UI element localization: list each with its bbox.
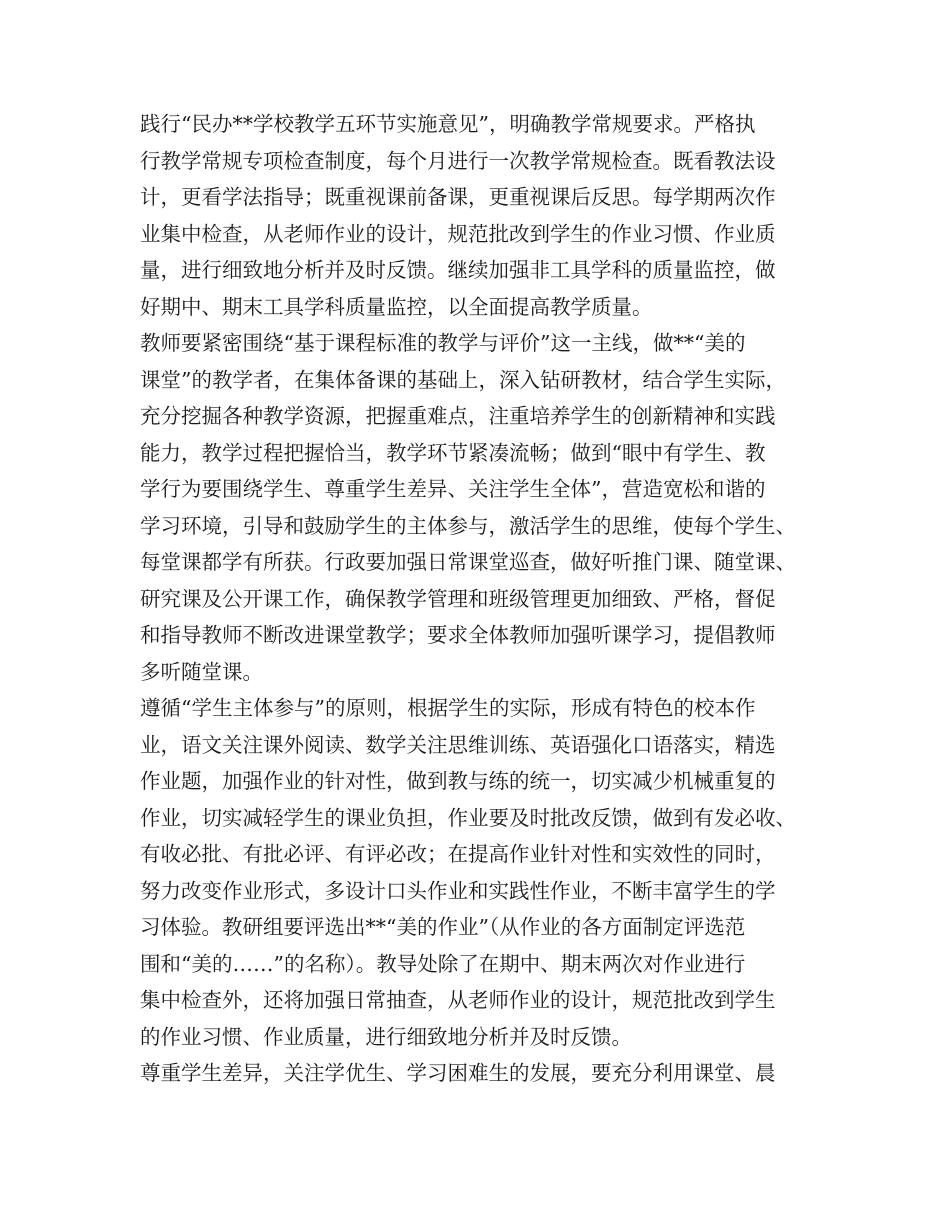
- text-line: 多听随堂课。: [140, 659, 263, 684]
- text-line: 能力，教学过程把握恰当，教学环节紧凑流畅；做到“眼中有学生、教: [140, 440, 766, 465]
- text-line: 业集中检查，从老师作业的设计，规范批改到学生的作业习惯、作业质: [140, 221, 776, 246]
- text-line: 作业题，加强作业的针对性，做到教与练的统一，切实减少机械重复的: [140, 769, 776, 793]
- text-line: 课堂”的教学者，在集体备课的基础上，深入钻研教材，结合学生实际，: [140, 367, 786, 392]
- document-page: [140, 106, 826, 1092]
- text-line: 遵循“学生主体参与”的原则，根据学生的实际，形成有特色的校本作: [140, 696, 756, 720]
- text-line: 计，更看学法指导；既重视课前备课，更重视课后反思。每学期两次作: [140, 185, 776, 209]
- text-line: 作业，切实减轻学生的课业负担，作业要及时批改反馈，做到有发必收、: [140, 805, 796, 830]
- text-line: 的作业习惯、作业质量，进行细致地分析并及时反馈。: [140, 1024, 632, 1049]
- text-line: 有收必批、有批必评、有评必改；在提高作业针对性和实效性的同时，: [140, 842, 776, 866]
- text-line: 习体验。教研组要评选出**“美的作业”（从作业的各方面制定评选范: [140, 915, 746, 939]
- text-line: 业，语文关注课外阅读、数学关注思维训练、英语强化口语落实，精选: [140, 732, 776, 757]
- text-line: 研究课及公开课工作，确保教学管理和班级管理更加细致、严格，督促: [140, 586, 776, 611]
- text-line: 每堂课都学有所获。行政要加强日常课堂巡查，做好听推门课、随堂课、: [140, 550, 796, 574]
- text-line: 教师要紧密围绕“基于课程标准的教学与评价”这一主线，做**“美的: [140, 331, 746, 355]
- text-line: 学行为要围绕学生、尊重学生差异、关注学生全体”，营造宽松和谐的: [140, 477, 766, 501]
- text-line: 好期中、期末工具学科质量监控，以全面提高教学质量。: [140, 294, 653, 319]
- text-line: 尊重学生差异，关注学优生、学习困难生的发展，要充分利用课堂、晨: [140, 1061, 776, 1085]
- text-line: 集中检查外，还将加强日常抽查，从老师作业的设计，规范批改到学生: [140, 988, 776, 1012]
- text-line: 充分挖掘各种教学资源，把握重难点，注重培养学生的创新精神和实践: [140, 404, 776, 428]
- text-line: 努力改变作业形式，多设计口头作业和实践性作业，不断丰富学生的学: [140, 878, 776, 903]
- text-line: 践行“民办**学校教学五环节实施意见”，明确教学常规要求。严格执: [140, 112, 756, 136]
- text-line: 围和“美的……”的名称）。教导处除了在期中、期末两次对作业进行: [140, 951, 746, 976]
- text-line: 行教学常规专项检查制度，每个月进行一次教学常规检查。既看教法设: [140, 148, 776, 173]
- text-line: 学习环境，引导和鼓励学生的主体参与，激活学生的思维，使每个学生、: [140, 513, 796, 538]
- text-line: 和指导教师不断改进课堂教学；要求全体教师加强听课学习，提倡教师: [140, 623, 776, 647]
- text-line: 量，进行细致地分析并及时反馈。继续加强非工具学科的质量监控，做: [140, 258, 776, 282]
